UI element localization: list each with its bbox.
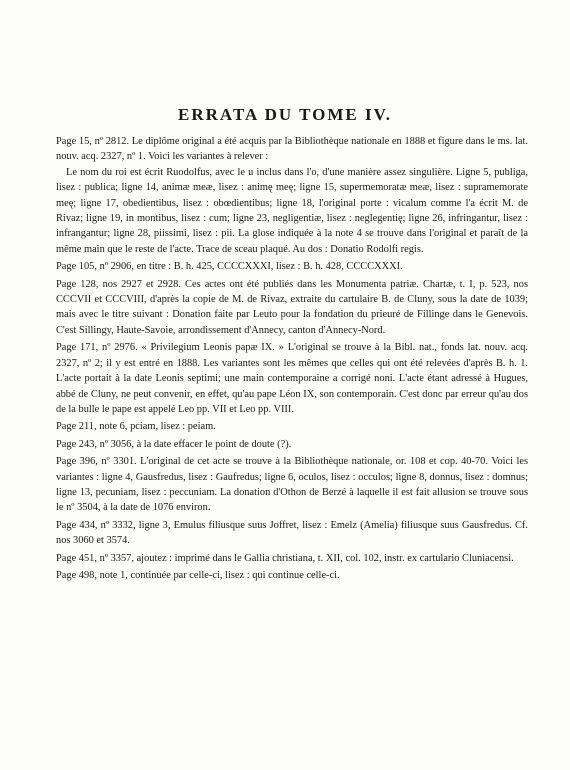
- errata-entry: [42, 437, 528, 452]
- entry-text: Page 434, nº 3332, ligne 3, Emulus filiusque suus Joffret, lisez : Emelz (Amelia) filiusque suus Gausfredus. Cf. nos 3060 et 3574.: [56, 519, 528, 547]
- errata-entry: [42, 518, 528, 549]
- errata-entry: [42, 134, 528, 257]
- entry-text: Page 211, note 6, pciam, lisez : peiam.: [56, 421, 216, 433]
- entry-text: Page 498, note 1, continuée par celle-ci, lisez : qui continue celle-ci.: [56, 569, 340, 581]
- errata-entry: [42, 551, 528, 566]
- entry-text: Page 171, nº 2976. « Privilegium Leonis papæ IX. » L'original se trouve à la Bibl. nat., fonds lat. nouv. acq. 2327, nº 2; il y est entré en 1888. Les variantes sont les mêmes que celles qui ont été relevées d'après B. h. 1. L'acte portait à la date Leonis septimi; une main contemporaine a corrigé noni. L'acte étant adressé à Hugues, abbé de Cluny, ne peut convenir, en effet, qu'au pape Léon IX, son contemporain. C'est donc par erreur qu'au dos de la bulle le pape est appelé Leo pp. VII et Leo pp. VIII.: [56, 342, 528, 415]
- entry-text: Page 105, nº 2906, en titre : B. h. 425, CCCCXXXI, lisez : B. h. 428, CCCCXXXI.: [56, 261, 403, 273]
- entry-text: Page 451, nº 3357, ajoutez : imprimé dans le Gallia christiana, t. XII, col. 102, instr. ex cartulario Cluniacensi.: [56, 552, 514, 564]
- entry-text: Page 396, nº 3301. L'original de cet acte se trouve à la Bibliothèque nationale, or. 108 et cop. 40-70. Voici les variantes : ligne 4, Gausfredus, lisez : Gaufredus; ligne 6, oculos, lisez : occulos; ligne 8, donnus, lisez : domnus; ligne 13, pecuniam, lisez : peccuniam. La donation d'Othon de Berzé à laquelle il est fait allusion se trouve sous le nº 3504, à la date de 1076 environ.: [56, 456, 528, 514]
- entry-detail: Le nom du roi est écrit Ruodolfus, avec le u inclus dans l'o, d'une manière assez singulière. Ligne 5, publiga, lisez : publica; ligne 14, animæ meæ, lisez : animę meę; ligne 15, supermemoratæ meæ, lisez : supramemorate meę; ligne 17, obedientibus, lisez : obœdientibus; ligne 18, l'original porte : vicalum comme l'a écrit M. de Rivaz; ligne 19, in montibus, lisez : cum; ligne 23, negligentiæ, lisez : neglegentię; ligne 26, infringantur, lisez : infrangantur; ligne 28, piissimi, lisez : pii. La glose indiquée à la note 4 se trouve dans l'original et paraît de la même main que le reste de l'acte. Trace de sceau plaqué. Au dos : Donatio Rodolfi regis.: [56, 166, 528, 255]
- errata-entry: [42, 340, 528, 417]
- entry-text: Page 243, nº 3056, à la date effacer le point de doute (?).: [56, 438, 292, 450]
- entry-text: Page 128, nos 2927 et 2928. Ces actes ont été publiés dans les Monumenta patriæ. Chartæ, t. I, p. 523, nos CCCVII et CCCVIII, d'après la copie de M. de Rivaz, extraite du cartulaire B. de Cluny, sous la date de 1039; mais avec le titre suivant : Donation faite par Leuto pour la fondation du prieuré de Fillinge dans le Genevois. C'est Sillingy, Haute-Savoie, arrondissement d'Annecy, canton d'Annecy-Nord.: [56, 278, 528, 336]
- errata-entry: [42, 568, 528, 583]
- errata-entry: [42, 277, 528, 339]
- errata-entry: [42, 259, 528, 274]
- errata-entry: [42, 454, 528, 516]
- entry-text: Page 15, nº 2812. Le diplôme original a été acquis par la Bibliothèque nationale en 1888 et figure dans le ms. lat. nouv. acq. 2327, nº 1. Voici les variantes à relever :: [56, 136, 528, 163]
- page-title: ERRATA DU TOME IV.: [178, 105, 392, 124]
- errata-entry: [42, 419, 528, 434]
- errata-list: [42, 134, 528, 585]
